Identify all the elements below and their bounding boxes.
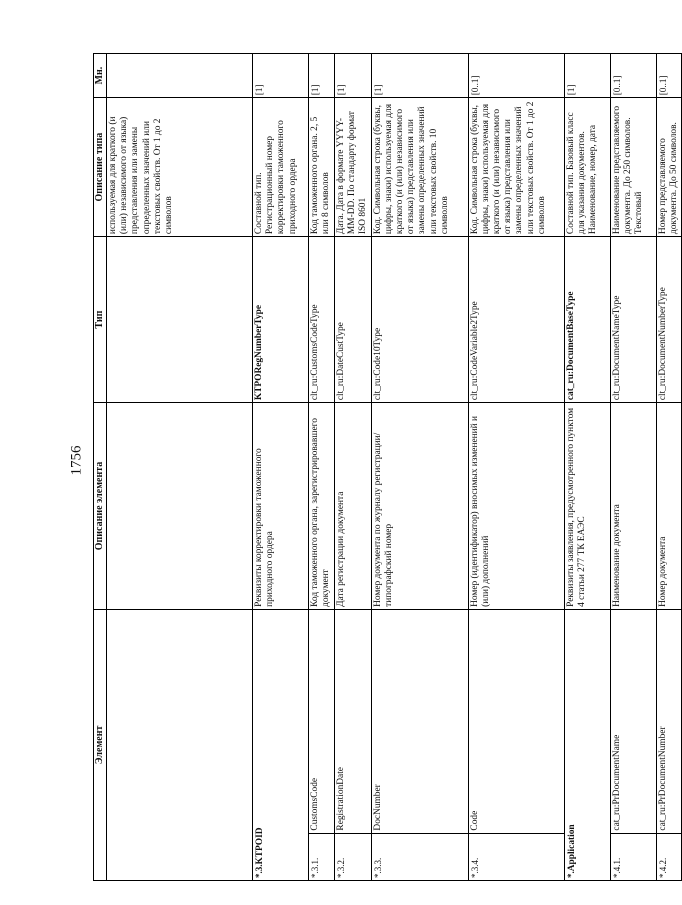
row-number: *.4.2. (656, 833, 681, 880)
type-description-cell: Дата. Дата в формате YYYY-MM-DD. По стандарту формат ISO 8601 (335, 98, 372, 237)
element-description-cell: Дата регистрации документа (335, 403, 372, 610)
element-name: cat_ru:PrDocumentName (610, 609, 656, 833)
multiplicity-cell: [1] (335, 54, 372, 98)
type-cell: clt_ru:DocumentNameType (610, 237, 656, 403)
table-row (371, 54, 468, 881)
table-row (468, 54, 564, 881)
type-description-cell: Номер представляемого документа. До 50 символов. (656, 98, 681, 237)
element-description-cell: Реквизиты заявления, предусмотренного пунктом 4 статьи 277 ТК ЕАЭС (564, 403, 610, 610)
element-spec-table (93, 53, 682, 881)
header-element: Элемент (94, 609, 107, 880)
type-cell (107, 237, 253, 403)
header-type-description: Описание типа (94, 98, 107, 237)
type-cell: clt_ru:DocumentNumberType (656, 237, 681, 403)
row-number: *. (565, 871, 576, 878)
table-row (309, 54, 335, 881)
element-description-cell: Код таможенного органа, зарегистрировавшего документ (309, 403, 335, 610)
element-name: DocNumber (371, 609, 468, 833)
element-description-cell: Реквизиты корректировки таможенного приходного ордера (253, 403, 309, 610)
page-number: 1756 (68, 445, 85, 476)
multiplicity-cell: [1] (564, 54, 610, 98)
spec-table-sheet (93, 53, 679, 881)
element-name: Application (566, 824, 577, 872)
element-name: cat_ru:PrDocumentNumber (656, 609, 681, 833)
type-cell: clt_ru:DateCustType (335, 237, 372, 403)
multiplicity-cell: [1] (253, 54, 309, 98)
element-cell (253, 609, 309, 880)
type-cell: cat_ru:DocumentBaseType (564, 237, 610, 403)
element-name: KTPOID (255, 827, 265, 865)
table-header-row (94, 54, 107, 881)
element-description-cell: Номер (идентификатор) вносимых изменений и (или) дополнений (468, 403, 564, 610)
type-description-cell: Код. Символьная строка (буквы, цифры, знаки) используемая для краткого (и (или) независимого от языка) представления или замены определенных значений или текстовых свойств. 10 символов (371, 98, 468, 237)
row-number: *.3. (254, 864, 264, 878)
type-cell: clt_ru:CodeVariable2Type (468, 237, 564, 403)
element-description-cell: Наименование документа (610, 403, 656, 610)
multiplicity-cell: [1] (309, 54, 335, 98)
type-cell: clt_ru:Code10Type (371, 237, 468, 403)
multiplicity-cell: [1] (371, 54, 468, 98)
element-description-cell: Номер документа по журналу регистрации/типографский номер (371, 403, 468, 610)
header-type: Тип (94, 237, 107, 403)
multiplicity-cell: [0..1] (656, 54, 681, 98)
element-cell (107, 609, 253, 880)
element-description-cell (107, 403, 253, 610)
table-row (610, 54, 656, 881)
multiplicity-cell (107, 54, 253, 98)
type-description-cell: Наименование представляемого документа. До 250 символов. Текстовый (610, 98, 656, 237)
row-number: *.3.1. (309, 833, 335, 880)
header-multiplicity: Мн. (94, 54, 107, 98)
type-cell: KTPORegNumberType (253, 237, 309, 403)
element-name: RegistrationDate (335, 609, 372, 833)
element-name: Code (468, 609, 564, 833)
type-description-cell: Составной тип. Базовый класс для указания документов. Наименование, номер, дата (564, 98, 610, 237)
row-number: *.3.3. (371, 833, 468, 880)
row-number: *.3.2. (335, 833, 372, 880)
multiplicity-cell: [0..1] (610, 54, 656, 98)
table-row (564, 54, 610, 881)
table-row (107, 54, 253, 881)
type-description-cell: Код таможенного органа. 2, 5 или 8 символов (309, 98, 335, 237)
element-cell (564, 609, 610, 880)
multiplicity-cell: [0..1] (468, 54, 564, 98)
type-description-cell: Код. Символьная строка (буквы, цифры, знаки) используемая для краткого (и (или) независимого от языка) представления или замены определенных значений или текстовых свойств. От 1 до 2 символов (468, 98, 564, 237)
type-description-cell: используемая для краткого (и (или) независимого от языка) представления или замены определенных значений или текстовых свойств. От 1 до 2 символов (107, 98, 253, 237)
table-row (656, 54, 681, 881)
type-description-cell: Составной тип. Регистрационный номер корректировки таможенного приходного ордера (253, 98, 309, 237)
type-cell: clt_ru:CustomsCodeType (309, 237, 335, 403)
row-number: *.4.1. (610, 833, 656, 880)
element-name: CustomsCode (309, 609, 335, 833)
element-description-cell: Номер документа (656, 403, 681, 610)
table-row (335, 54, 372, 881)
table-row (253, 54, 309, 881)
header-element-description: Описание элемента (94, 403, 107, 610)
row-number: *.3.4. (468, 833, 564, 880)
